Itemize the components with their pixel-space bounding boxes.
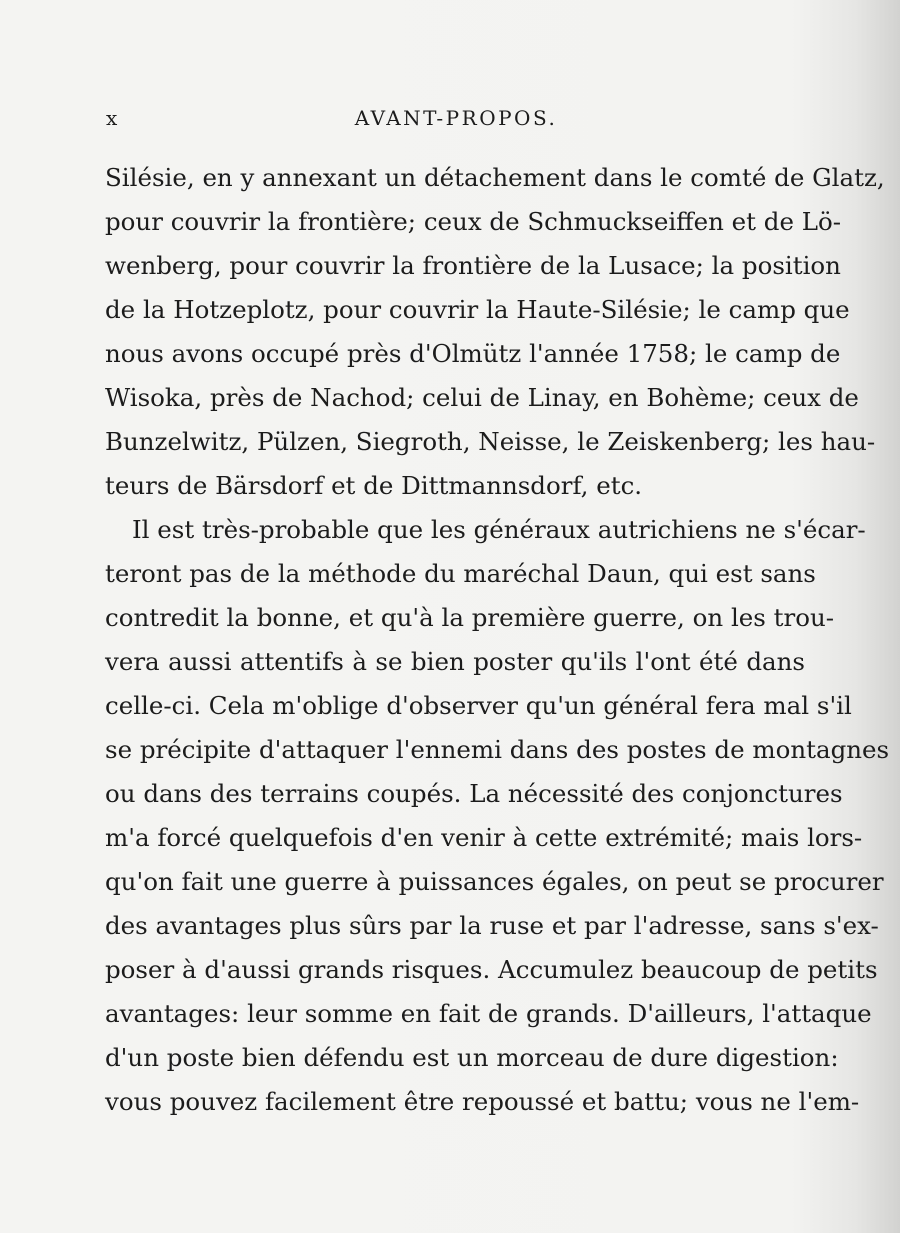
text-line: teront pas de la méthode du maréchal Daun, qui est sans bbox=[105, 559, 816, 588]
text-line: d'un poste bien défendu est un morceau de dure digestion: bbox=[105, 1043, 839, 1072]
text-line: contredit la bonne, et qu'à la première guerre, on les trou- bbox=[105, 603, 835, 632]
text-line: Wisoka, près de Nachod; celui de Linay, en Bohème; ceux de bbox=[105, 383, 859, 412]
text-line: vous pouvez facilement être repoussé et battu; vous ne l'em- bbox=[105, 1087, 860, 1116]
paragraph-1 bbox=[105, 156, 885, 508]
text-line: se précipite d'attaquer l'ennemi dans des postes de montagnes bbox=[105, 735, 890, 764]
page-number: x bbox=[106, 106, 119, 130]
text-line: qu'on fait une guerre à puissances égales, on peut se procurer bbox=[105, 867, 884, 896]
text-line: m'a forcé quelquefois d'en venir à cette extrémité; mais lors- bbox=[105, 823, 863, 852]
text-line: teurs de Bärsdorf et de Dittmannsdorf, etc. bbox=[105, 471, 643, 500]
text-line: poser à d'aussi grands risques. Accumulez beaucoup de petits bbox=[105, 955, 878, 984]
text-line: Bunzelwitz, Pülzen, Siegroth, Neisse, le Zeiskenberg; les hau- bbox=[105, 427, 876, 456]
text-line: avantages: leur somme en fait de grands. D'ailleurs, l'attaque bbox=[105, 999, 872, 1028]
text-line: Silésie, en y annexant un détachement dans le comté de Glatz, bbox=[105, 163, 885, 192]
text-line: ou dans des terrains coupés. La nécessité des conjonctures bbox=[105, 779, 843, 808]
text-line: nous avons occupé près d'Olmütz l'année 1758; le camp de bbox=[105, 339, 841, 368]
text-line: pour couvrir la frontière; ceux de Schmuckseiffen et de Lö- bbox=[105, 207, 842, 236]
paragraph-2 bbox=[105, 508, 890, 1124]
text-line: celle-ci. Cela m'oblige d'observer qu'un général fera mal s'il bbox=[105, 691, 852, 720]
running-title: AVANT-PROPOS. bbox=[354, 106, 558, 130]
body-text bbox=[105, 156, 890, 1124]
text-line: Il est très-probable que les généraux autrichiens ne s'écar- bbox=[132, 515, 866, 544]
running-head bbox=[106, 106, 806, 134]
text-line: des avantages plus sûrs par la ruse et par l'adresse, sans s'ex- bbox=[105, 911, 879, 940]
text-line: wenberg, pour couvrir la frontière de la Lusace; la position bbox=[105, 251, 841, 280]
text-line: vera aussi attentifs à se bien poster qu'ils l'ont été dans bbox=[105, 647, 805, 676]
text-line: de la Hotzeplotz, pour couvrir la Haute-Silésie; le camp que bbox=[105, 295, 850, 324]
